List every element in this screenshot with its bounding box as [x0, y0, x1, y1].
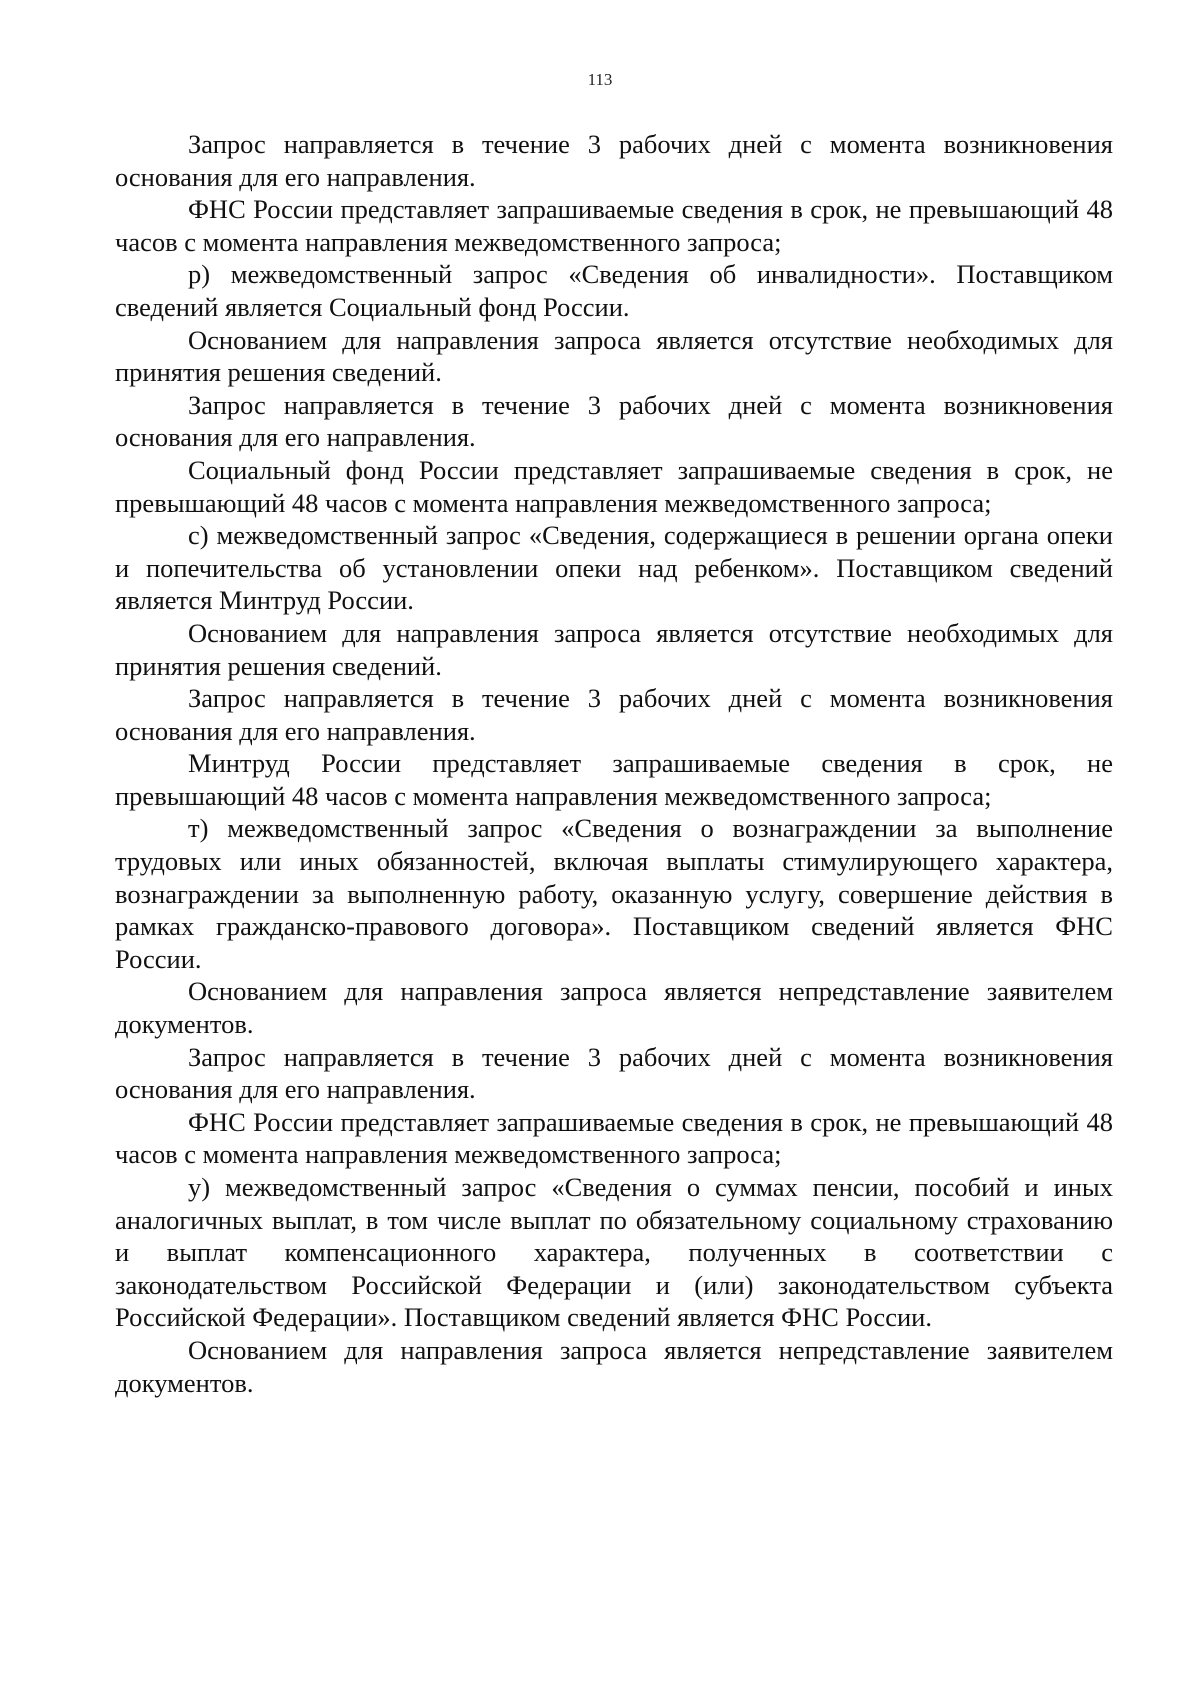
paragraph: с) межведомственный запрос «Сведения, содержащиеся в решении органа опеки и попечительства об установлении опеки над ребенком». Поставщиком сведений является Минтруд России. [115, 520, 1113, 616]
paragraph: Социальный фонд России представляет запрашиваемые сведения в срок, не превышающий 48 часов с момента направления межведомственного запроса; [115, 454, 1113, 518]
paragraph: Основанием для направления запроса является отсутствие необходимых для принятия решения сведений. [115, 617, 1113, 681]
paragraph: Запрос направляется в течение 3 рабочих дней с момента возникновения основания для его направления. [115, 683, 1113, 746]
paragraph: т) межведомственный запрос «Сведения о вознаграждении за выполнение трудовых или иных обязанностей, включая выплаты стимулирующего характера, вознаграждении за выполненную работу, оказанную услугу, совершение действия в рамках гражданско-правового договора». Поставщиком сведений является ФНС России. [115, 813, 1113, 974]
paragraph: Запрос направляется в течение 3 рабочих дней с момента возникновения основания для его направления. [115, 129, 1113, 192]
paragraph: Основанием для направления запроса является непредставление заявителем документов. [115, 976, 1113, 1040]
paragraph: Минтруд России представляет запрашиваемые сведения в срок, не превышающий 48 часов с момента направления межведомственного запроса; [115, 748, 1113, 811]
document-body [115, 128, 1113, 1399]
paragraph: Запрос направляется в течение 3 рабочих дней с момента возникновения основания для его направления. [115, 389, 1113, 453]
paragraph: Основанием для направления запроса является отсутствие необходимых для принятия решения сведений. [115, 324, 1113, 388]
page-number: 113 [587, 70, 613, 89]
paragraph: ФНС России представляет запрашиваемые сведения в срок, не превышающий 48 часов с момента направления межведомственного запроса; [115, 1106, 1113, 1170]
paragraph: ФНС России представляет запрашиваемые сведения в срок, не превышающий 48 часов с момента направления межведомственного запроса; [115, 194, 1113, 257]
paragraph: Запрос направляется в течение 3 рабочих дней с момента возникновения основания для его направления. [115, 1041, 1113, 1105]
paragraph: Основанием для направления запроса является непредставление заявителем документов. [115, 1334, 1113, 1398]
paragraph: у) межведомственный запрос «Сведения о суммах пенсии, пособий и иных аналогичных выплат, в том числе выплат по обязательному социальному страхованию и выплат компенсационного характера, полученных в соответствии с законодательством Российской Федерации и (или) законодательством субъекта Российской Федерации». Поставщиком сведений является ФНС России. [115, 1172, 1113, 1333]
paragraph: р) межведомственный запрос «Сведения об инвалидности». Поставщиком сведений является Социальный фонд России. [115, 259, 1113, 322]
